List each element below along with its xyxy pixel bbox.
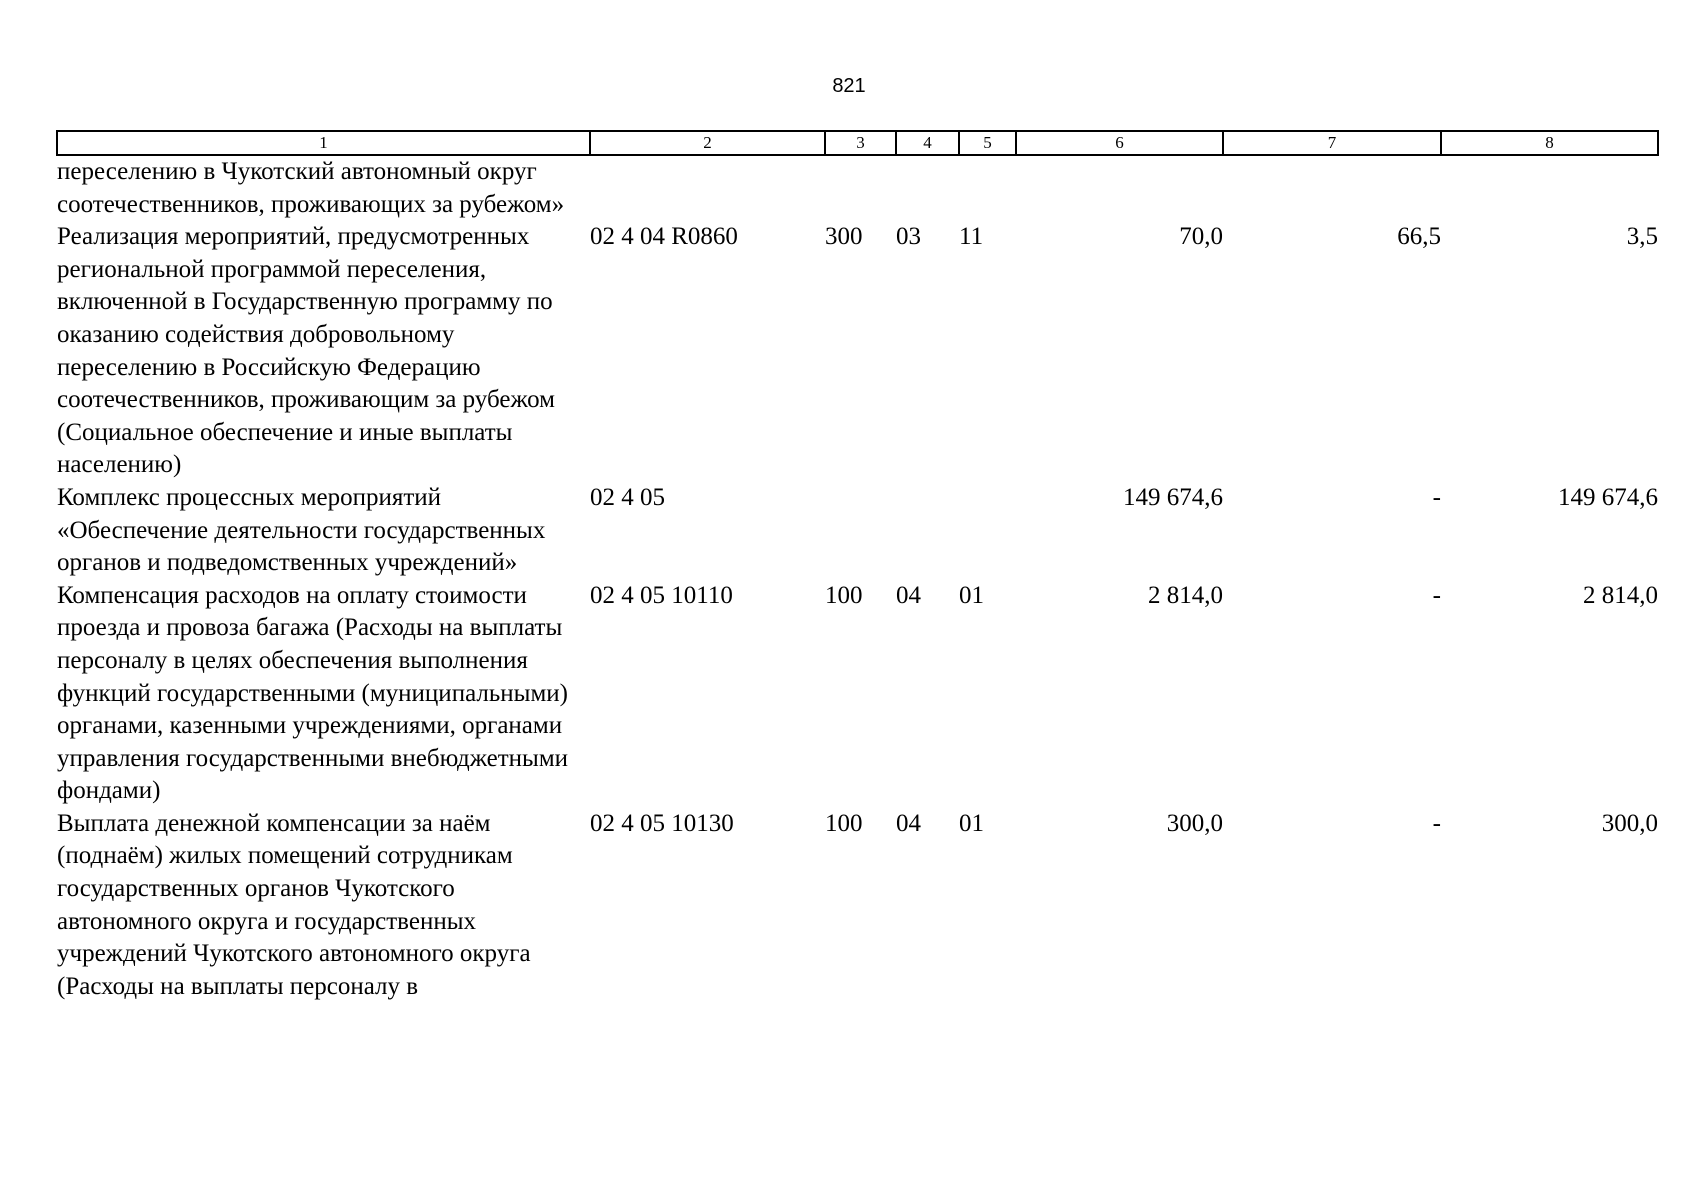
table-row <box>57 580 1658 808</box>
row-csr-code: 02 4 04 R0860 <box>590 223 738 251</box>
row-vr-code: 100 <box>825 809 863 837</box>
header-row <box>57 131 1658 155</box>
row-col7: - <box>1432 581 1441 609</box>
header-col-2: 2 <box>590 131 825 155</box>
row-csr-code: 02 4 05 <box>590 483 665 511</box>
row-col7: - <box>1432 483 1441 511</box>
row-col7 <box>1223 155 1441 221</box>
row-csr-code <box>590 155 825 221</box>
row-vr-code <box>825 482 896 580</box>
row-pr-code <box>959 155 1016 221</box>
row-col8: 3,5 <box>1626 223 1658 251</box>
header-col-5: 5 <box>959 131 1016 155</box>
row-vr-code: 100 <box>825 581 863 609</box>
row-rz-code: 04 <box>896 809 921 837</box>
table-body <box>57 155 1658 1003</box>
row-pr-code: 01 <box>959 809 984 837</box>
row-rz-code <box>896 482 959 580</box>
row-col8 <box>1441 155 1658 221</box>
table-row <box>57 482 1658 580</box>
header-col-6: 6 <box>1016 131 1223 155</box>
row-col8: 300,0 <box>1601 809 1658 837</box>
row-csr-code: 02 4 05 10130 <box>590 809 734 837</box>
row-name: Комплекс процессных мероприятий «Обеспечение деятельности государственных органов и подведомственных учреждений» <box>57 483 546 577</box>
budget-table <box>56 130 1659 1003</box>
row-total: 300,0 <box>1166 809 1223 837</box>
header-col-7: 7 <box>1223 131 1441 155</box>
table-header <box>57 131 1658 155</box>
header-col-1: 1 <box>57 131 590 155</box>
row-rz-code: 04 <box>896 581 921 609</box>
header-col-3: 3 <box>825 131 896 155</box>
row-csr-code: 02 4 05 10110 <box>590 581 733 609</box>
row-vr-code <box>825 155 896 221</box>
row-col7: - <box>1432 809 1441 837</box>
row-vr-code: 300 <box>825 223 863 251</box>
row-name: Выплата денежной компенсации за наём (поднаём) жилых помещений сотрудникам государственных органов Чукотского автономного округа и государственных учреждений Чукотского автономного округа (Расходы на выплаты персоналу в <box>57 809 531 1000</box>
row-name: Компенсация расходов на оплату стоимости проезда и провоза багажа (Расходы на выплаты персоналу в целях обеспечения выполнения функций государственными (муниципальными) органами, казенными учреждениями, органами управления государственными внебюджетными фондами) <box>57 581 569 805</box>
row-rz-code: 03 <box>896 223 921 251</box>
row-rz-code <box>896 155 959 221</box>
header-col-8: 8 <box>1441 131 1658 155</box>
row-pr-code: 01 <box>959 581 984 609</box>
row-col8: 149 674,6 <box>1558 483 1658 511</box>
table-row <box>57 221 1658 482</box>
header-col-4: 4 <box>896 131 959 155</box>
row-name: переселению в Чукотский автономный округ соотечественников, проживающих за рубежом» <box>57 158 565 218</box>
row-col8: 2 814,0 <box>1583 581 1658 609</box>
row-total <box>1016 155 1223 221</box>
table-row <box>57 155 1658 221</box>
row-col7: 66,5 <box>1397 223 1441 251</box>
row-name: Реализация мероприятий, предусмотренных региональной программой переселения, включенной в Государственную программу по оказанию содействия добровольному переселению в Российскую Федерацию соотечественников, проживающим за рубежом (Социальное обеспечение и иные выплаты населению) <box>57 223 555 479</box>
row-total: 70,0 <box>1179 223 1223 251</box>
row-total: 2 814,0 <box>1148 581 1223 609</box>
row-pr-code: 11 <box>959 223 984 251</box>
row-total: 149 674,6 <box>1123 483 1223 511</box>
row-pr-code <box>959 482 1016 580</box>
page-number: 821 <box>832 75 866 97</box>
table-row <box>57 808 1658 1004</box>
